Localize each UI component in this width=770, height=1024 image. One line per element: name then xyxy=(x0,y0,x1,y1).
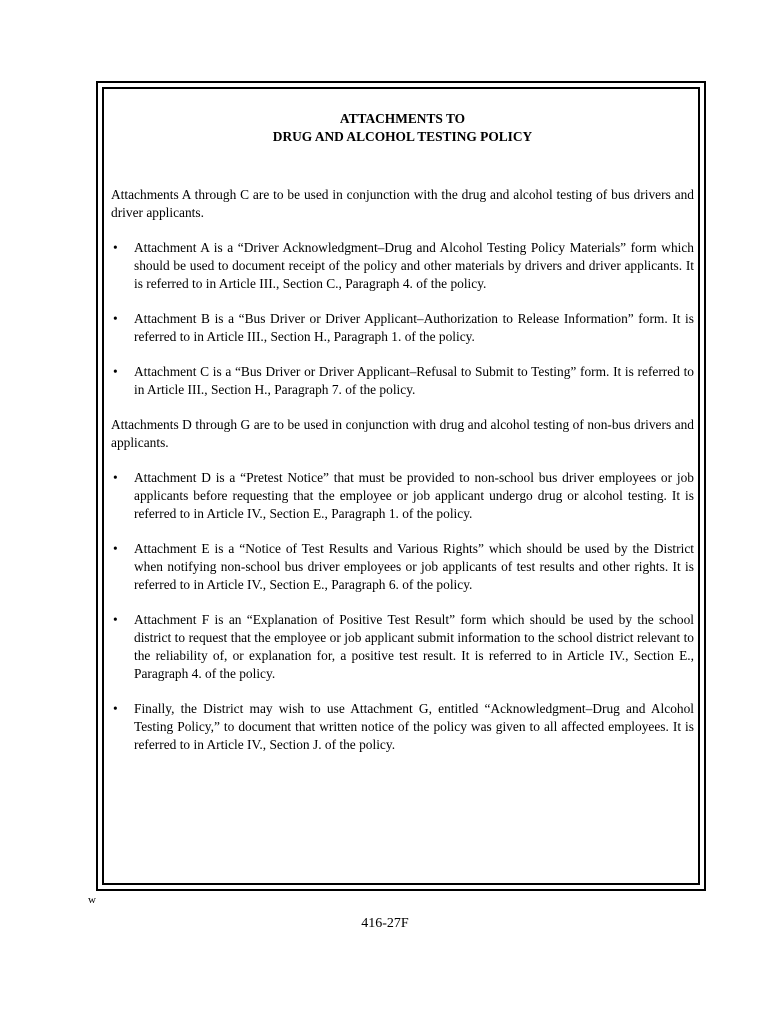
footer-mark: w xyxy=(88,894,96,906)
bullet-text: Attachment C is a “Bus Driver or Driver Applicant–Refusal to Submit to Testing” form. It is referred to in Article III., Section H., Paragraph 7. of the policy. xyxy=(134,364,694,397)
intro-nonbus-paragraph: Attachments D through G are to be used in conjunction with drug and alcohol testing of non-bus drivers and applicants. xyxy=(111,417,694,450)
bullet-attachment-c xyxy=(111,363,694,399)
intro-bus-paragraph: Attachments A through C are to be used in conjunction with the drug and alcohol testing of bus drivers and driver applicants. xyxy=(111,187,694,220)
bullet-text: Attachment B is a “Bus Driver or Driver Applicant–Authorization to Release Information” form. It is referred to in Article III., Section H., Paragraph 1. of the policy. xyxy=(134,311,694,344)
bullet-icon: • xyxy=(113,701,118,716)
bullet-text: Attachment E is a “Notice of Test Results and Various Rights” which should be used by the District when notifying non-school bus driver employees or job applicants of test results and other rights. It is referred to in Article IV., Section E., Paragraph 6. of the policy. xyxy=(134,541,694,592)
bullet-text: Attachment D is a “Pretest Notice” that must be provided to non-school bus driver employees or job applicants before requesting that the employee or job applicant undergo drug or alcohol testing. It is referred to in Article IV., Section E., Paragraph 1. of the policy. xyxy=(134,470,694,521)
bullet-icon: • xyxy=(113,240,118,255)
bullet-attachment-b xyxy=(111,310,694,346)
page-number: 416-27F xyxy=(361,916,409,931)
bullet-icon: • xyxy=(113,311,118,326)
bullet-attachment-e xyxy=(111,540,694,594)
document-title xyxy=(111,110,694,146)
bullet-attachment-g xyxy=(111,700,694,754)
bullet-text: Finally, the District may wish to use Attachment G, entitled “Acknowledgment–Drug and Alcohol Testing Policy,” to document that written notice of the policy was given to all affected employees. It is referred to in Article IV., Section J. of the policy. xyxy=(134,701,694,752)
title-line-1: ATTACHMENTS TO xyxy=(339,111,466,126)
bullet-attachment-f xyxy=(111,611,694,683)
bullet-text: Attachment A is a “Driver Acknowledgment–Drug and Alcohol Testing Policy Materials” form which should be used to document receipt of the policy and other materials by drivers and driver applicants. It is referred to in Article III., Section C., Paragraph 4. of the policy. xyxy=(134,240,694,291)
bullet-icon: • xyxy=(113,470,118,485)
document-body xyxy=(111,110,694,771)
title-line-2: DRUG AND ALCOHOL TESTING POLICY xyxy=(272,129,533,144)
bullet-attachment-d xyxy=(111,469,694,523)
bullet-icon: • xyxy=(113,364,118,379)
bullet-text: Attachment F is an “Explanation of Positive Test Result” form which should be used by the school district to request that the employee or job applicant submit information to the school district relevant to the reliability of, or explanation for, a positive test result. It is referred to in Article IV., Section E., Paragraph 4. of the policy. xyxy=(134,612,694,681)
bullet-icon: • xyxy=(113,612,118,627)
bullet-icon: • xyxy=(113,541,118,556)
bullet-attachment-a xyxy=(111,239,694,293)
